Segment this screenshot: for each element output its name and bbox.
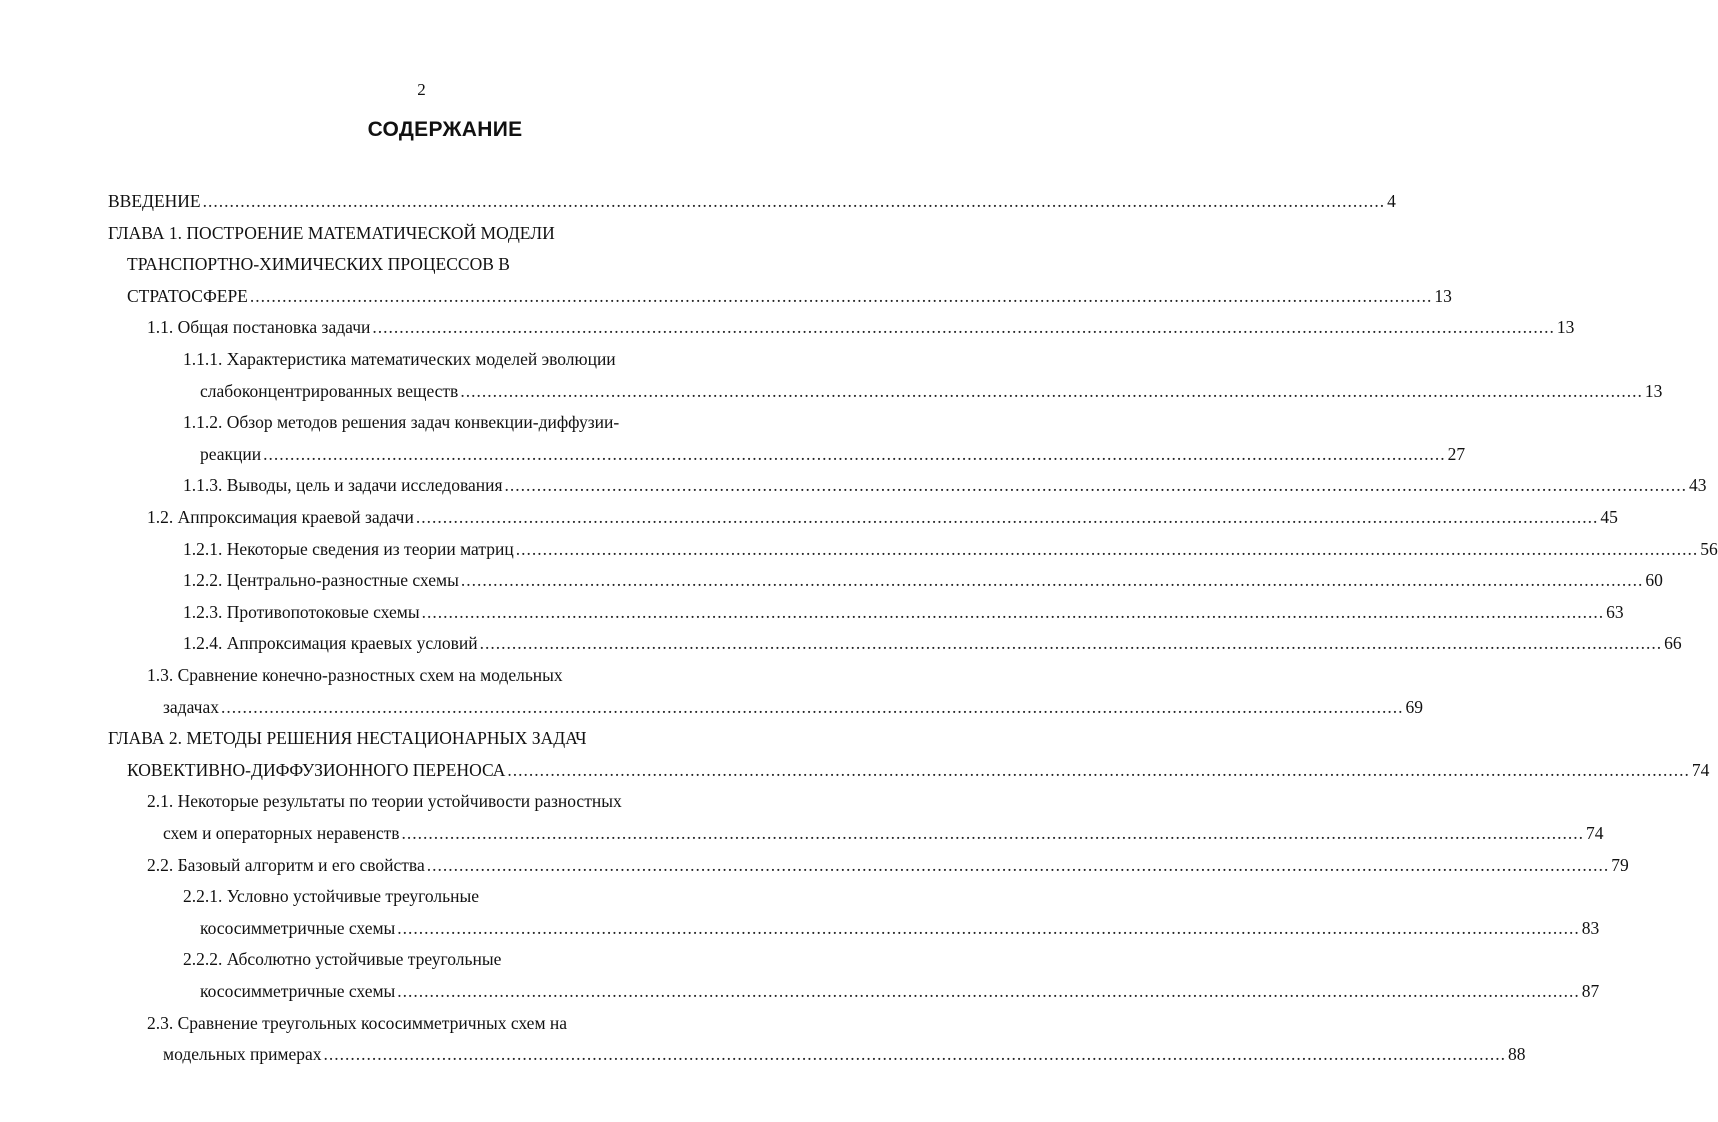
page-number: 2 (417, 80, 426, 99)
toc-entry (147, 850, 1629, 880)
toc-entry-title: кососимметричные схемы (200, 981, 396, 1001)
toc-entry-title: задачах (163, 696, 219, 717)
toc-line (0, 439, 1466, 469)
toc-line (0, 1039, 1526, 1069)
toc-entry-title: кососимметричные схемы (200, 917, 396, 938)
toc-line (0, 628, 1682, 658)
toc-entry-title: 1.1.1. Характеристика математических моделей эволюции (183, 349, 616, 369)
toc-entry (147, 502, 1618, 532)
toc-entry-title: 2.2.1. Условно устойчивые треугольные (183, 886, 479, 907)
toc-entry-title: 1.2.3. Противопотоковые схемы (183, 601, 420, 622)
toc-line (0, 344, 793, 374)
toc-line (0, 281, 1452, 311)
toc-entry (200, 439, 1466, 469)
toc-entry-title: 1.1.2. Обзор методов решения задач конвекции-диффузии- (183, 412, 620, 433)
toc-entry-title: 2.2.2. Абсолютно устойчивые треугольные (183, 949, 502, 970)
dot-leader: ............................................................................................................................................................................................................................ (415, 507, 1599, 527)
dot-leader: ............................................................................................................................................................................................................................ (504, 475, 1688, 496)
toc-page-number: 74 (1586, 823, 1604, 843)
toc-entry (108, 186, 1396, 216)
toc-line (0, 755, 1710, 785)
toc-entry (127, 755, 1710, 785)
toc-page-number: 88 (1508, 1044, 1526, 1065)
toc-entry (183, 565, 1663, 595)
toc-entry (127, 281, 1452, 311)
toc-entry (147, 312, 1575, 342)
toc-line (0, 407, 793, 437)
dot-leader: ............................................................................................................................................................................................................................ (397, 981, 1580, 1001)
dot-leader: ............................................................................................................................................................................................................................ (515, 538, 1699, 559)
toc-page-number: 87 (1581, 981, 1600, 1001)
toc-entry-title: 1.3. Сравнение конечно-разностных схем на модельных (147, 665, 563, 685)
toc-entry-title: ГЛАВА 1. ПОСТРОЕНИЕ МАТЕМАТИЧЕСКОЙ МОДЕЛИ (108, 222, 555, 243)
toc-entry-title: схем и операторных неравенств (163, 823, 400, 843)
toc-entry (163, 692, 1423, 722)
toc-entry (200, 913, 1600, 943)
toc-line (0, 597, 1624, 627)
toc-entry-title: 1.2.4. Аппроксимация краевых условий (183, 633, 478, 654)
toc-line (0, 976, 1600, 1006)
toc-entry-title: КОВЕКТИВНО-ДИФФУЗИОННОГО ПЕРЕНОСА (127, 759, 506, 780)
toc-page-number: 66 (1664, 633, 1682, 654)
toc-line (0, 881, 793, 911)
toc-entry (183, 534, 1718, 564)
dot-leader: ............................................................................................................................................................................................................................ (421, 601, 1605, 622)
toc-entry-title: 2.3. Сравнение треугольных кососимметричных схем на (147, 1012, 568, 1033)
toc-entry-title: 1.2.2. Центрально-разностные схемы (183, 570, 459, 591)
toc-page-number: 83 (1581, 917, 1600, 938)
toc-line (0, 786, 793, 816)
toc-line (0, 565, 1663, 595)
toc-line (0, 850, 1629, 880)
dot-leader: ............................................................................................................................................................................................................................ (249, 285, 1433, 306)
toc-entry-title: слабоконцентрированных веществ (200, 380, 459, 401)
toc-entry-title: реакции (200, 443, 262, 464)
dot-leader: ............................................................................................................................................................................................................................ (426, 854, 1610, 875)
toc-entry (163, 818, 1604, 848)
toc-entry-title: ГЛАВА 2. МЕТОДЫ РЕШЕНИЯ НЕСТАЦИОНАРНЫХ ЗАДАЧ (108, 728, 587, 749)
toc-page-number: 60 (1645, 570, 1663, 591)
toc-entry-title: 1.1.3. Выводы, цель и задачи исследования (183, 475, 503, 496)
toc-page-number: 79 (1611, 854, 1629, 875)
toc-page-number: 56 (1700, 538, 1718, 559)
dot-leader: ............................................................................................................................................................................................................................ (202, 191, 1386, 211)
dot-leader: ............................................................................................................................................................................................................................ (263, 443, 1446, 464)
dot-leader: ............................................................................................................................................................................................................................ (479, 633, 1663, 654)
toc-line (0, 376, 1663, 406)
toc-page-number: 74 (1691, 759, 1710, 780)
toc-page-number: 13 (1434, 285, 1452, 306)
toc-entry (163, 1039, 1526, 1069)
toc-entry-title: 1.2.1. Некоторые сведения из теории матриц (183, 538, 514, 559)
toc-page-number: 13 (1556, 317, 1575, 338)
toc-line (0, 913, 1600, 943)
toc-entry (200, 376, 1663, 406)
toc-line (0, 502, 1618, 532)
toc-entry-title: 2.1. Некоторые результаты по теории устойчивости разностных (147, 791, 622, 812)
toc-page-number: 13 (1644, 380, 1663, 401)
toc-entry-title: 1.2. Аппроксимация краевой задачи (147, 507, 414, 527)
toc-entry (183, 628, 1682, 658)
toc-entry-title: ВВЕДЕНИЕ (108, 191, 201, 211)
dot-leader: ............................................................................................................................................................................................................................ (460, 570, 1644, 591)
toc-line (0, 944, 793, 974)
toc-page-number: 4 (1387, 191, 1396, 211)
toc-line (0, 818, 1604, 848)
toc-line (0, 312, 1575, 342)
toc-line (0, 1008, 793, 1038)
toc-entry-title: модельных примерах (163, 1044, 322, 1065)
toc-line (0, 692, 1423, 722)
toc-line (0, 660, 793, 690)
dot-leader: ............................................................................................................................................................................................................................ (507, 759, 1690, 780)
toc-line (0, 249, 793, 279)
toc-line (0, 218, 793, 248)
toc-entry-title: СТРАТОСФЕРЕ (127, 285, 248, 306)
toc-page-number: 27 (1447, 443, 1466, 464)
toc-entry (183, 597, 1624, 627)
toc-line (0, 470, 1707, 500)
toc-page-number: 45 (1600, 507, 1618, 527)
dot-leader: ............................................................................................................................................................................................................................ (401, 823, 1585, 843)
dot-leader: ............................................................................................................................................................................................................................ (372, 317, 1555, 338)
toc-page-number: 43 (1689, 475, 1707, 496)
page-title: СОДЕРЖАНИЕ (367, 118, 523, 141)
toc-page-number: 69 (1405, 696, 1423, 717)
toc-line (0, 723, 793, 753)
toc-entry-title: 2.2. Базовый алгоритм и его свойства (147, 854, 425, 875)
toc-page-number: 63 (1606, 601, 1624, 622)
dot-leader: ............................................................................................................................................................................................................................ (460, 380, 1643, 401)
toc-line (0, 186, 1396, 216)
toc-entry-title: ТРАНСПОРТНО-ХИМИЧЕСКИХ ПРОЦЕССОВ В (127, 254, 510, 275)
toc-entry-title: 1.1. Общая постановка задачи (147, 317, 371, 338)
toc-entry (200, 976, 1600, 1006)
toc-entry (183, 470, 1707, 500)
toc-line (0, 534, 1718, 564)
dot-leader: ............................................................................................................................................................................................................................ (397, 917, 1580, 938)
dot-leader: ............................................................................................................................................................................................................................ (220, 696, 1404, 717)
dot-leader: ............................................................................................................................................................................................................................ (323, 1044, 1507, 1065)
